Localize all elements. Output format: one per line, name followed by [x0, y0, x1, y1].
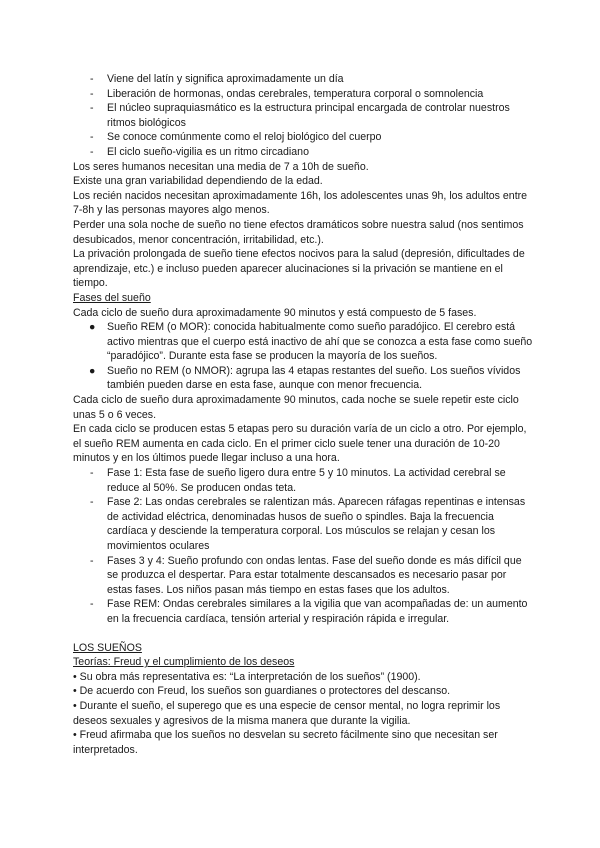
- section-heading-suenos: LOS SUEÑOS: [73, 641, 142, 654]
- list-item: - Fase 1: Esta fase de sueño ligero dura entre 5 y 10 minutos. La actividad cerebral se reduce al 50%. Se producen ondas teta.: [73, 466, 533, 495]
- freud-points: [73, 670, 533, 758]
- list-item: - Fase 2: Las ondas cerebrales se ralentizan más. Aparecen ráfagas repentinas e intensas de actividad eléctrica, denominadas husos de sueño o spindles. Baja la frecuencia cardíaca y desciende la temperatura corporal. Los músculos se relajan y cesan los movimientos oculares: [73, 495, 533, 553]
- list-item: - Fase REM: Ondas cerebrales similares a la vigilia que van acompañadas de: un aumento en la frecuencia cardíaca, tensión arterial y respiración rápida e irregular.: [73, 597, 533, 626]
- list-item: - El núcleo supraquiasmático es la estructura principal encargada de controlar nuestros ritmos biológicos: [73, 101, 533, 130]
- paragraph-cycle-variation: En cada ciclo se producen estas 5 etapas pero su duración varía de un ciclo a otro. Por ejemplo, el sueño REM aumenta en cada ciclo. En el primer ciclo suele tener una duración de 10-20 minutos y en los últimos puede llegar incluso a una hora.: [73, 423, 527, 465]
- list-item: - Viene del latín y significa aproximadamente un día: [73, 72, 533, 87]
- paragraph-deprivation: La privación prolongada de sueño tiene efectos nocivos para la salud (depresión, dificultades de aprendizaje, etc.) e incluso pueden aparecer alucinaciones si la privación se mantiene en el tiempo.: [73, 248, 525, 290]
- list-item: - El ciclo sueño-vigilia es un ritmo circadiano: [73, 145, 533, 160]
- list-item-text: Sueño no REM (o NMOR): agrupa las 4 etapas restantes del sueño. Los sueños vívidos también pueden darse en esta fase, aunque con menor frecuencia.: [107, 364, 521, 392]
- list-item: - Liberación de hormonas, ondas cerebrales, temperatura corporal o somnolencia: [73, 87, 533, 102]
- intro-dash-list: [73, 72, 533, 160]
- document-page: [73, 72, 533, 757]
- list-item: - Se conoce comúnmente como el reloj biológico del cuerpo: [73, 130, 533, 145]
- bullet-icon: ●: [89, 321, 96, 334]
- list-item: [73, 320, 533, 364]
- paragraph-sleep-hours: Los seres humanos necesitan una media de 7 a 10h de sueño.: [73, 160, 369, 173]
- list-item-text: Sueño REM (o MOR): conocida habitualmente como sueño paradójico. El cerebro está activo mientras que el cuerpo está inactivo de ahí que se conozca a esta fase como sueño “paradójico”. Durante esta fase se producen la mayoría de los sueños.: [107, 321, 533, 363]
- list-item: • Su obra más representativa es: “La interpretación de los sueños” (1900).: [73, 670, 421, 683]
- list-item: • Freud afirmaba que los sueños no desvelan su secreto fácilmente sino que necesitan ser interpretados.: [73, 729, 498, 756]
- bullet-icon: ●: [89, 364, 96, 377]
- paragraph-fases-intro: Cada ciclo de sueño dura aproximadamente 90 minutos y está compuesto de 5 fases.: [73, 306, 477, 319]
- list-item: • Durante el sueño, el superego que es una especie de censor mental, no logra reprimir los deseos sexuales y agresivos de la misma manera que durante la vigilia.: [73, 699, 501, 727]
- paragraph-cycle-duration: Cada ciclo de sueño dura aproximadamente 90 minutos, cada noche se suele repetir este ciclo unas 5 o 6 veces.: [73, 394, 519, 421]
- fases-dash-list: [73, 466, 533, 627]
- spacer: [73, 627, 533, 641]
- subheading-teorias: Teorías: Freud y el cumplimiento de los deseos: [73, 656, 295, 669]
- paragraph-variability: Existe una gran variabilidad dependiendo de la edad.: [73, 175, 323, 188]
- paragraph-age-needs: Los recién nacidos necesitan aproximadamente 16h, los adolescentes unas 9h, los adultos entre 7-8h y las personas mayores algo menos.: [73, 189, 528, 217]
- list-item: [73, 364, 533, 393]
- paragraph-one-night: Perder una sola noche de sueño no tiene efectos dramáticos sobre nuestra salud (nos sentimos desubicados, menor concentración, irritabilidad, etc.).: [73, 218, 524, 246]
- fases-bullet-list: [73, 320, 533, 393]
- list-item: • De acuerdo con Freud, los sueños son guardianes o protectores del descanso.: [73, 685, 451, 698]
- section-heading-fases: Fases del sueño: [73, 291, 151, 304]
- list-item: - Fases 3 y 4: Sueño profundo con ondas lentas. Fase del sueño donde es más difícil que se produzca el despertar. Para estar totalmente descansados es necesario pasar por estas fases. Los niños pasan más tiempo en estas fases que los adultos.: [73, 554, 533, 598]
